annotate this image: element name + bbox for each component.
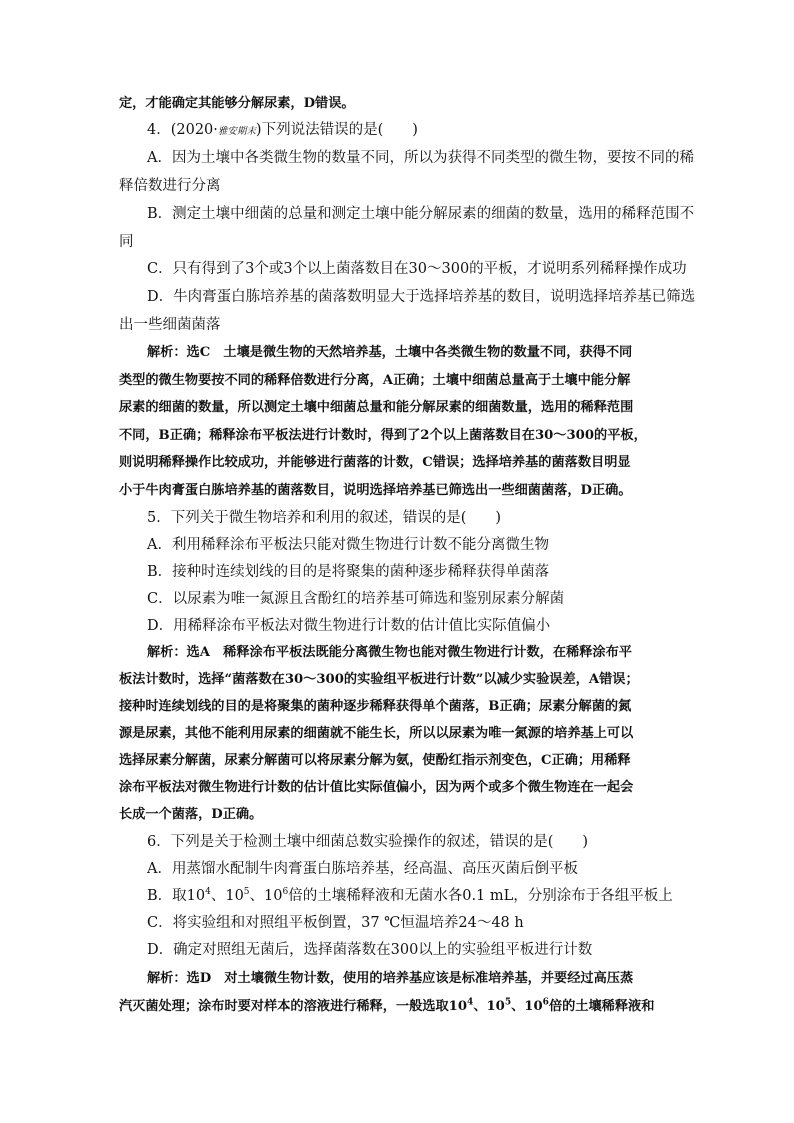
answer-tail-line: 定，才能确定其能够分解尿素，D错误。 [119, 96, 355, 111]
q6-option-b-part2: 、10 [210, 888, 244, 904]
q6-answer-line2-part1: 汽灭菌处理；涂布时要对样本的溶液进行稀释，一般选取10 [119, 999, 468, 1014]
q5-answer-line1: 解析：选A 稀释涂布平板法既能分离微生物也能对微生物进行计数，在稀释涂布平 [147, 645, 632, 660]
question-6-stem: 6．下列是关于检测土壤中细菌总数实验操作的叙述，错误的是( ) [147, 834, 589, 850]
exponent: 4 [205, 887, 211, 898]
q4-option-b-line2: 同 [119, 234, 134, 250]
q6-option-b [147, 886, 675, 906]
q4-answer-line6: 小于牛肉膏蛋白胨培养基的菌落数目，说明选择培养基已筛选出一些细菌菌落，D正确。 [119, 483, 632, 498]
question-4-source: 雅安期末 [217, 126, 256, 137]
q6-answer-line2-part3: 、10 [511, 999, 543, 1014]
q6-option-c: C．将实验组和对照组平板倒置，37 ℃恒温培养24～48 h [147, 915, 524, 931]
q6-option-b-part3: 、10 [249, 888, 283, 904]
q5-option-a: A．利用稀释涂布平板法只能对微生物进行计数不能分离微生物 [147, 537, 549, 553]
q4-option-d-line2: 出一些细菌菌落 [119, 317, 221, 333]
q4-option-a-line1: A．因为土壤中各类微生物的数量不同，所以为获得不同类型的微生物，要按不同的稀 [147, 150, 694, 166]
q4-option-d-line1: D．牛肉膏蛋白胨培养基的菌落数明显大于选择培养基的数目，说明选择培养基已筛选 [147, 289, 696, 305]
q4-answer-line2: 类型的微生物要按不同的稀释倍数进行分离，A正确；土壤中细菌总量高于土壤中能分解 [119, 373, 631, 388]
q5-answer-line7: 长成一个菌落，D正确。 [119, 807, 263, 822]
q6-answer-line2 [119, 997, 675, 1017]
q5-answer-line3: 接种时连续划线的目的是将聚集的菌种逐步稀释获得单个菌落，B正确；尿素分解菌的氮 [119, 699, 632, 714]
question-4-stem [147, 120, 675, 142]
question-4-text: )下列说法错误的是( ) [255, 122, 418, 138]
question-4-number: 4．(2020· [147, 122, 218, 138]
q5-answer-line4: 源是尿素，其他不能利用尿素的细菌就不能生长，所以以尿素为唯一氮源的培养基上可以 [119, 726, 634, 741]
q4-answer-line5: 则说明稀释操作比较成功，并能够进行菌落的计数，C错误；选择培养基的菌落数目明显 [119, 455, 631, 470]
q5-option-c: C．以尿素为唯一氮源且含酚红的培养基可筛选和鉴别尿素分解菌 [147, 591, 565, 607]
q6-option-b-part1: B．取10 [147, 888, 206, 904]
exponent: 6 [542, 997, 549, 1008]
q5-answer-line5: 选择尿素分解菌，尿素分解菌可以将尿素分解为氨，使酚红指示剂变色，C正确；用稀释 [119, 753, 631, 768]
q4-option-c: C．只有得到了3个或3个以上菌落数目在30～300的平板，才说明系列稀释操作成功 [147, 261, 687, 277]
q5-answer-line6: 涂布平板法对微生物进行计数的估计值比实际值偏小，因为两个或多个微生物连在一起会 [119, 780, 634, 795]
q5-answer-line2: 板法计数时，选择“菌落数在30～300的实验组平板进行计数”以减少实验误差，A错误； [119, 672, 639, 687]
q4-answer-line4: 不同，B正确；稀释涂布平板法进行计数时，得到了2个以上菌落数目在30～300的平板， [119, 428, 647, 443]
q5-option-d: D．用稀释涂布平板法对微生物进行计数的估计值比实际值偏小 [147, 618, 551, 634]
q4-answer-line1: 解析：选C 土壤是微生物的天然培养基，土壤中各类微生物的数量不同，获得不同 [147, 345, 633, 360]
exponent: 6 [282, 887, 289, 898]
q4-option-a-line2: 释倍数进行分离 [119, 178, 221, 194]
q6-option-b-part4: 倍的土壤稀释液和无菌水各0.1 mL，分别涂布于各组平板上 [288, 888, 673, 904]
q6-answer-line2-part2: 、10 [473, 999, 505, 1014]
q4-answer-line3: 尿素的细菌的数量，所以测定土壤中细菌总量和能分解尿素的细菌数量，选用的稀释范围 [119, 400, 634, 415]
q6-option-a: A．用蒸馏水配制牛肉膏蛋白胨培养基，经高温、高压灭菌后倒平板 [147, 861, 578, 877]
exponent: 5 [504, 997, 512, 1008]
q6-answer-line1: 解析：选D 对土壤微生物计数，使用的培养基应该是标准培养基，并要经过高压蒸 [147, 971, 634, 986]
q6-answer-line2-part4: 倍的土壤稀释液和 [548, 999, 655, 1014]
exponent: 5 [243, 887, 250, 898]
q6-option-d: D．确定对照组无菌后，选择菌落数在300以上的实验组平板进行计数 [147, 942, 593, 958]
q4-option-b-line1: B．测定土壤中细菌的总量和测定土壤中能分解尿素的细菌的数量，选用的稀释范围不 [147, 206, 695, 222]
exponent: 4 [467, 997, 474, 1008]
question-5-stem: 5．下列关于微生物培养和利用的叙述，错误的是( ) [147, 510, 502, 526]
q5-option-b: B．接种时连续划线的目的是将聚集的菌种逐步稀释获得单菌落 [147, 564, 550, 580]
